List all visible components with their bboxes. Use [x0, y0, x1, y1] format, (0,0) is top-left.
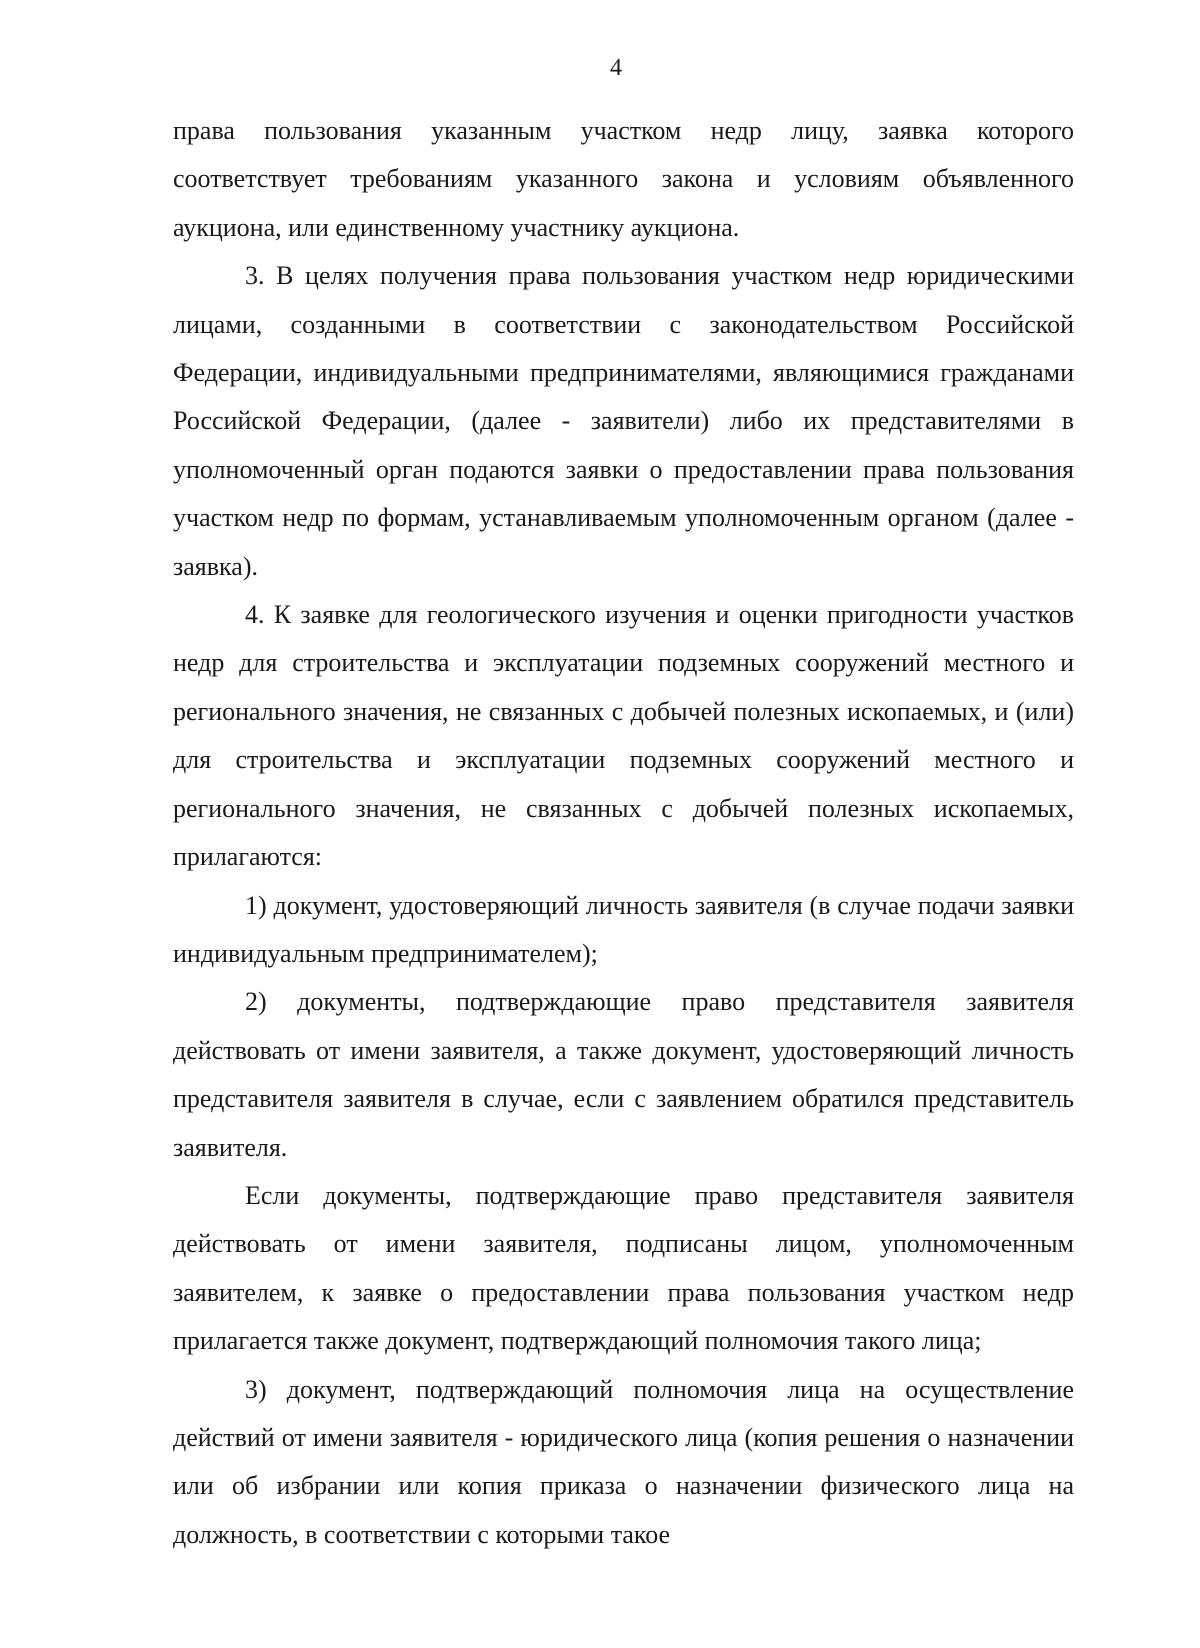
- paragraph-continuation: права пользования указанным участком недр лицу, заявка которого соответствует требованиям указанного закона и условиям объявленного аукциона, или единственному участнику аукциона.: [173, 116, 1074, 242]
- paragraph-note: Если документы, подтверждающие право представителя заявителя действовать от имени заявителя, подписаны лицом, уполномоченным заявителем, к заявке о предоставлении права пользования участком недр прилагается также документ, подтверждающий полномочия такого лица;: [173, 1180, 1074, 1356]
- page-number: 4: [610, 55, 622, 81]
- paragraph-subitem-1: 1) документ, удостоверяющий личность заявителя (в случае подачи заявки индивидуальным предпринимателем);: [173, 890, 1074, 968]
- paragraph-subitem-2: 2) документы, подтверждающие право представителя заявителя действовать от имени заявителя, а также документ, удостоверяющий личность представителя заявителя в случае, если с заявлением обратился представитель заявителя.: [173, 987, 1074, 1162]
- document-body: [173, 107, 1074, 1559]
- paragraph-item-3: 3. В целях получения права пользования участком недр юридическими лицами, созданными в соответствии с законодательством Российской Федерации, индивидуальными предпринимателями, являющимися гражданами Российской Федерации, (далее - заявители) либо их представителями в уполномоченный орган подаются заявки о предоставлении права пользования участком недр по формам, устанавливаемым уполномоченным органом (далее - заявка).: [173, 261, 1074, 581]
- paragraph-item-4: 4. К заявке для геологического изучения и оценки пригодности участков недр для строительства и эксплуатации подземных сооружений местного и регионального значения, не связанных с добычей полезных ископаемых, и (или) для строительства и эксплуатации подземных сооружений местного и регионального значения, не связанных с добычей полезных ископаемых, прилагаются:: [173, 600, 1074, 872]
- paragraph-subitem-3: 3) документ, подтверждающий полномочия лица на осуществление действий от имени заявителя - юридического лица (копия решения о назначении или об избрании или копия приказа о назначении физического лица на должность, в соответствии с которыми такое: [173, 1374, 1074, 1549]
